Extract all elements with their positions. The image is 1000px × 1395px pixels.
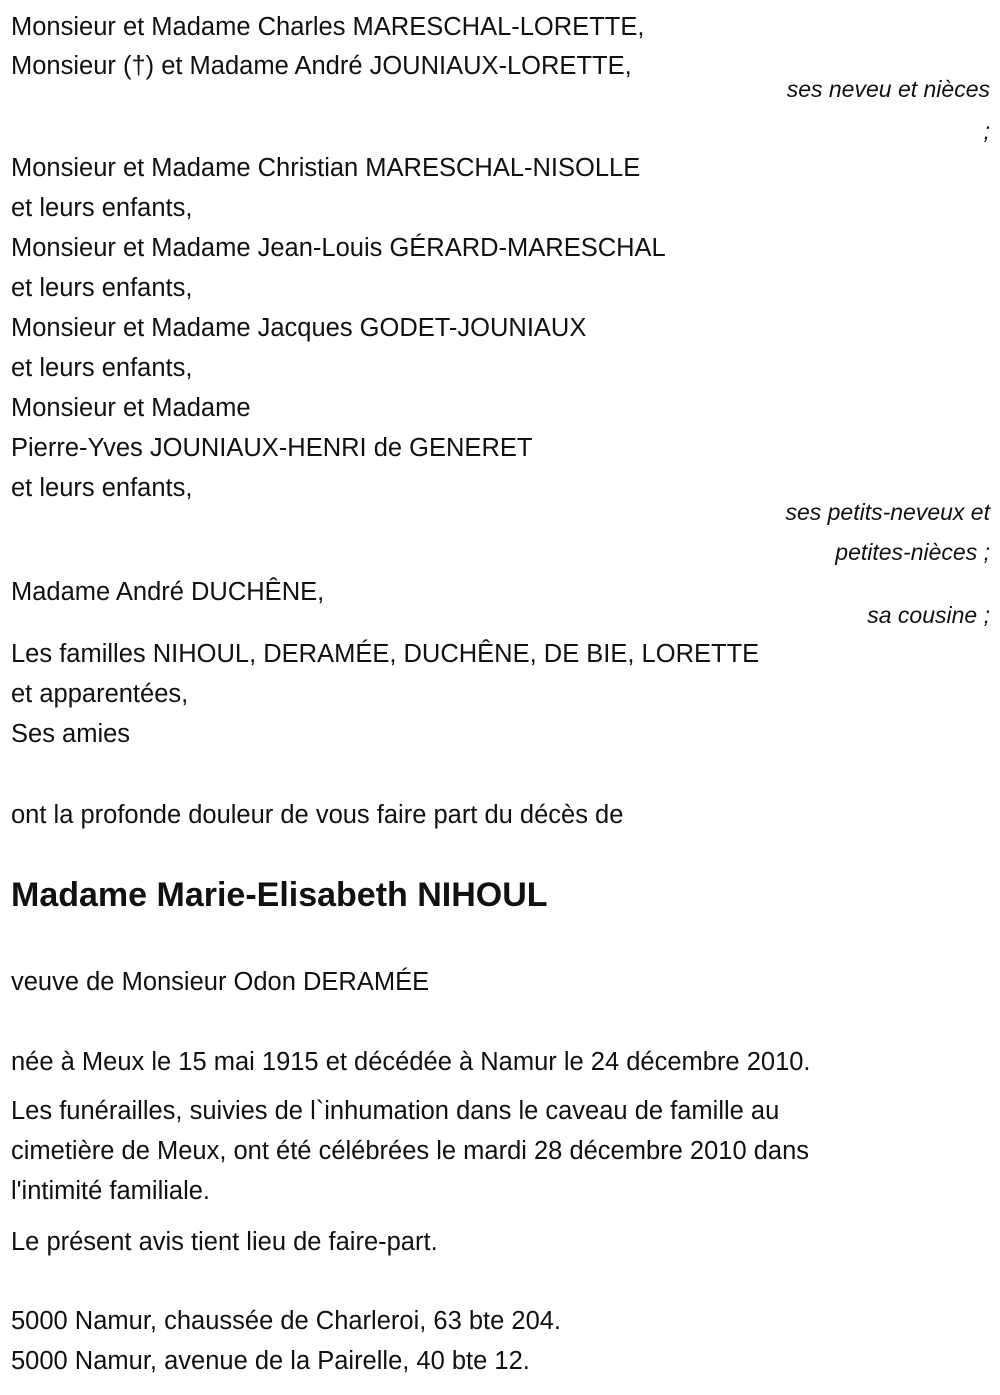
family-line: Ses amies (11, 720, 131, 748)
relation-label: ses petits-neveux et (785, 499, 990, 525)
notice-text: Le présent avis tient lieu de faire-part. (11, 1228, 438, 1256)
address-line: 5000 Namur, avenue de la Pairelle, 40 bte 12. (11, 1347, 530, 1375)
birth-death-text: née à Meux le 15 mai 1915 et décédée à Namur le 24 décembre 2010. (11, 1048, 811, 1076)
family-line: Monsieur et Madame (11, 394, 251, 422)
relation-label: ses neveu et nièces (786, 76, 990, 102)
address-line: 5000 Namur, chaussée de Charleroi, 63 bte 204. (11, 1307, 562, 1335)
funeral-text: Les funérailles, suivies de l`inhumation dans le caveau de famille au (11, 1097, 780, 1125)
family-line: Monsieur et Madame Jacques GODET-JOUNIAUX (11, 314, 587, 342)
family-line: Les familles NIHOUL, DERAMÉE, DUCHÊNE, DE BIE, LORETTE (11, 640, 760, 668)
family-line: Monsieur et Madame Jean-Louis GÉRARD-MARESCHAL (11, 234, 666, 262)
family-line: et leurs enfants, (11, 194, 193, 222)
family-line: Monsieur (†) et Madame André JOUNIAUX-LORETTE, (11, 52, 632, 80)
family-line: Monsieur et Madame Christian MARESCHAL-NISOLLE (11, 154, 641, 182)
deceased-name: Madame Marie-Elisabeth NIHOUL (11, 876, 548, 914)
widow-of-text: veuve de Monsieur Odon DERAMÉE (11, 968, 430, 996)
funeral-text: cimetière de Meux, ont été célébrées le mardi 28 décembre 2010 dans (11, 1137, 810, 1165)
family-line: Monsieur et Madame Charles MARESCHAL-LORETTE, (11, 13, 645, 41)
family-line: et apparentées, (11, 680, 189, 708)
relation-label: petites-nièces ; (835, 539, 990, 565)
relation-punctuation: ; (983, 118, 990, 144)
family-line: et leurs enfants, (11, 274, 193, 302)
funeral-text: l'intimité familiale. (11, 1177, 211, 1205)
family-line: et leurs enfants, (11, 474, 193, 502)
family-line: et leurs enfants, (11, 354, 193, 382)
family-line: Madame André DUCHÊNE, (11, 578, 325, 606)
announcement-text: ont la profonde douleur de vous faire part du décès de (11, 801, 624, 829)
relation-label: sa cousine ; (867, 602, 990, 628)
family-line: Pierre-Yves JOUNIAUX-HENRI de GENERET (11, 434, 533, 462)
